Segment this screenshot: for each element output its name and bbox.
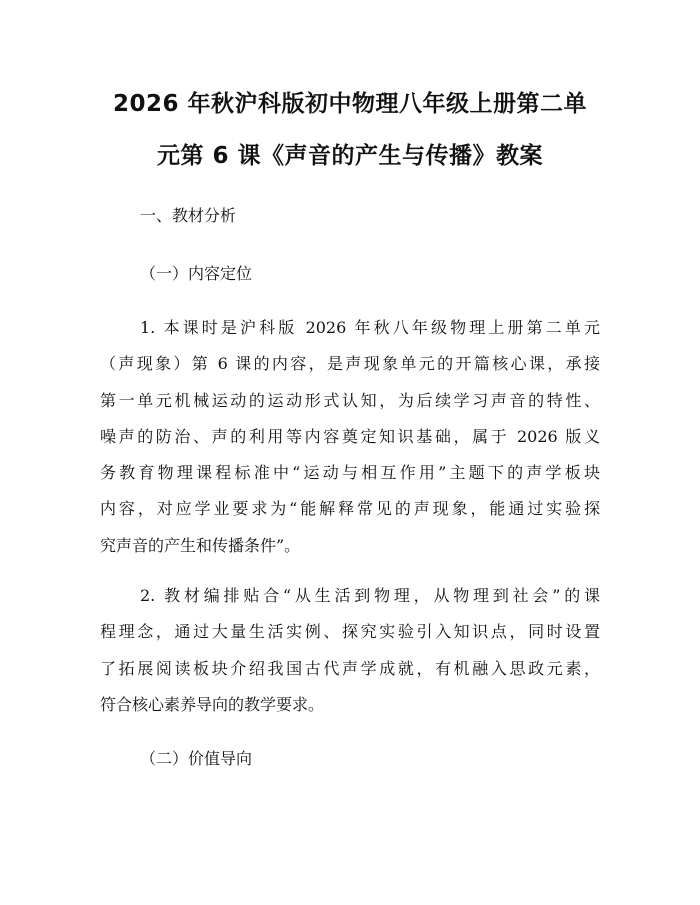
document-title bbox=[100, 78, 600, 182]
paragraph-1-line-2: （声现象）第 6 课的内容，是声现象单元的开篇核心课，承接 bbox=[100, 354, 600, 374]
paragraph-1-line-6: 内容，对应学业要求为“能解释常见的声现象，能通过实验探 bbox=[100, 499, 600, 519]
subsection-heading-value-orientation: （二）价值导向 bbox=[140, 749, 253, 769]
section-heading-textbook-analysis: 一、教材分析 bbox=[140, 206, 237, 225]
paragraph-2 bbox=[100, 578, 600, 723]
title-line-1: 2026 年秋沪科版初中物理八年级上册第二单 bbox=[112, 91, 588, 117]
paragraph-1-line-1: 1. 本课时是沪科版 2026 年秋八年级物理上册第二单元 bbox=[140, 318, 600, 337]
paragraph-2-line-2: 程理念，通过大量生活实例、探究实验引入知识点，同时设置 bbox=[100, 622, 600, 642]
paragraph-1-line-5: 务教育物理课程标准中“运动与相互作用”主题下的声学板块 bbox=[100, 463, 600, 483]
paragraph-1 bbox=[100, 310, 600, 564]
paragraph-2-line-3: 了拓展阅读板块介绍我国古代声学成就，有机融入思政元素， bbox=[100, 658, 600, 678]
paragraph-2-line-1: 2. 教材编排贴合“从生活到物理，从物理到社会”的课 bbox=[140, 586, 600, 606]
paragraph-1-line-4: 噪声的防治、声的利用等内容奠定知识基础，属于 2026 版义 bbox=[100, 426, 600, 446]
paragraph-2-line-4: 符合核心素养导向的教学要求。 bbox=[100, 694, 325, 714]
paragraph-1-line-3: 第一单元机械运动的运动形式认知，为后续学习声音的特性、 bbox=[100, 390, 600, 410]
title-line-2: 元第 6 课《声音的产生与传播》教案 bbox=[156, 143, 544, 169]
paragraph-1-line-7: 究声音的产生和传播条件”。 bbox=[100, 535, 301, 555]
subsection-heading-content-position: （一）内容定位 bbox=[140, 264, 253, 283]
